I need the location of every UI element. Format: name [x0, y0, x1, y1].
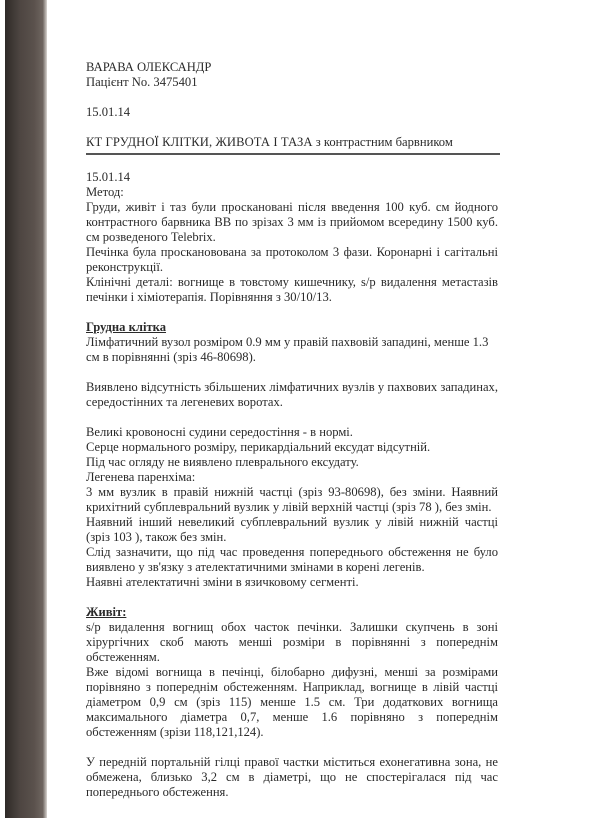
patient-number: Пацієнт No. 3475401 — [86, 75, 198, 89]
abdomen-portal-paragraph: У передній портальній гілці правої частки міститься ехонегативна зона, не обмежена, близько 3,2 см в діаметрі, що не спостерігалася під час попереднього обстеження. — [86, 755, 498, 799]
chest-line: Легенева паренхіма: — [86, 470, 196, 484]
report-title — [86, 135, 500, 155]
report-title-caps: КТ ГРУДНОЇ КЛІТКИ, ЖИВОТА І ТАЗА — [86, 135, 313, 149]
chest-line: 3 мм вузлик в правій нижній частці (зріз 93-80698), без зміни. Наявний крихітний субплевральний вузлик у лівій верхній частці (зріз 78 ), без змін. — [86, 485, 498, 514]
abdomen-paragraph: s/p видалення вогнищ обох часток печінки. Залишки скупчень в зоні хірургічних скоб мають менші розміри в порівнянні з попереднім обстеженням. — [86, 620, 498, 664]
chest-section — [86, 320, 498, 590]
chest-line: Слід зазначити, що під час проведення попереднього обстеження не було виявлено у зв'язку з ателектатичними змінами в корені легенів. — [86, 545, 498, 574]
chest-line: Наявні ателектатичні зміни в язичковому сегменті. — [86, 575, 359, 589]
abdomen-paragraph: Вже відомі вогнища в печінці, білобарно дифузні, менші за розмірами порівняно з попереднім обстеженням. Наприклад, вогнище в лівій частці діаметром 0,9 см (зріз 115) менше 1.5 см. Три додаткових вогнища максимального діаметра 0,7, менше 1.6 порівняно з попереднім обстеженням (зрізи 118,121,124). — [86, 665, 498, 739]
abdomen-heading: Живіт: — [86, 605, 127, 619]
report-page — [86, 60, 498, 800]
method-label: Метод: — [86, 185, 124, 199]
chest-line: Наявний інший невеликий субплевральний вузлик у лівій нижній частці (зріз 103 ), також без змін. — [86, 515, 498, 544]
report-title-rest: з контрастним барвником — [312, 135, 453, 149]
method-paragraph: Клінічні деталі: вогнище в товстому кишечнику, s/p видалення метастазів печінки і хіміотерапія. Порівняння з 30/10/13. — [86, 275, 498, 304]
chest-line: Серце нормального розміру, перикардіальний ексудат відсутній. — [86, 440, 431, 454]
method-date: 15.01.14 — [86, 170, 131, 184]
method-section — [86, 170, 498, 305]
method-paragraph: Груди, живіт і таз були проскановані після введення 100 куб. см йодного контрастного барвника ВВ по зрізах 3 мм із прийомом всередину 1500 куб. см розведеного Telebrix. — [86, 200, 498, 244]
scanner-edge-shadow — [5, 0, 47, 818]
chest-paragraph: Лімфатичний вузол розміром 0.9 мм у правій пахвовій западині, менше 1.3 см в порівнянні (зріз 46-80698). — [86, 335, 489, 364]
report-date: 15.01.14 — [86, 105, 131, 119]
patient-name: ВАРАВА ОЛЕКСАНДР — [86, 60, 212, 74]
abdomen-section — [86, 605, 498, 800]
chest-line: Великі кровоносні судини середостіння - в нормі. — [86, 425, 353, 439]
method-paragraph: Печінка була проскановована за протоколом 3 фази. Коронарні і сагітальні реконструкції. — [86, 245, 498, 274]
chest-heading: Грудна клітка — [86, 320, 167, 334]
chest-paragraph: Виявлено відсутність збільшених лімфатичних вузлів у пахвових западинах, середостінних та легеневих воротах. — [86, 380, 498, 409]
chest-line: Під час огляду не виявлено плеврального ексудату. — [86, 455, 359, 469]
